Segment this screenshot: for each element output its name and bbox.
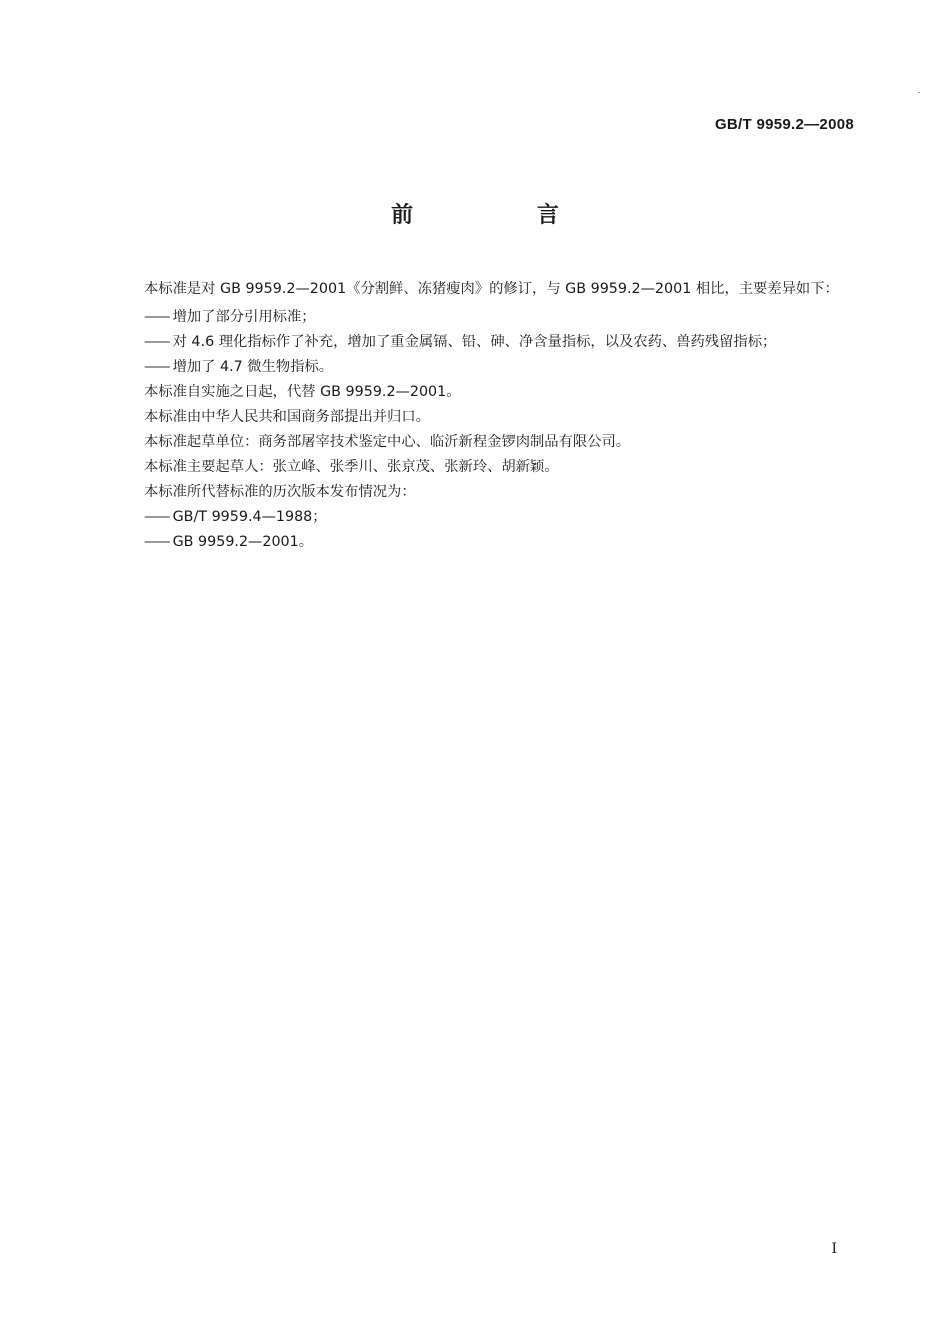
dash-mark: —— <box>144 334 169 350</box>
scan-speck <box>918 92 920 93</box>
change-text: 增加了部分引用标准； <box>172 309 316 325</box>
foreword-body <box>112 277 854 555</box>
dash-mark: —— <box>144 309 169 325</box>
change-item <box>112 355 854 380</box>
change-item <box>112 305 854 330</box>
paragraph-proposer: 本标准由中华人民共和国商务部提出并归口。 <box>144 409 430 425</box>
paragraph-replaces: 本标准自实施之日起，代替 GB 9959.2—2001。 <box>144 384 461 400</box>
page-number: I <box>831 1241 837 1257</box>
page-title: 前 言 <box>391 203 617 228</box>
standard-code: GB/T 9959.2—2008 <box>714 116 854 133</box>
dash-mark: —— <box>144 534 169 550</box>
change-text: 对 4.6 理化指标作了补充，增加了重金属镉、铅、砷、净含量指标，以及农药、兽药残留指标； <box>172 334 777 350</box>
history-item <box>112 505 854 530</box>
change-item <box>112 330 854 355</box>
history-text: GB/T 9959.4—1988； <box>172 509 327 525</box>
paragraph-drafters: 本标准主要起草人：张立峰、张季川、张京茂、张新玲、胡新颖。 <box>144 459 559 475</box>
dash-mark: —— <box>144 359 169 375</box>
paragraph-drafting-units: 本标准起草单位：商务部屠宰技术鉴定中心、临沂新程金锣肉制品有限公司。 <box>144 434 631 450</box>
intro-paragraph: 本标准是对 GB 9959.2—2001《分割鲜、冻猪瘦肉》的修订，与 GB 9959.2—2001 相比，主要差异如下： <box>144 281 839 297</box>
paragraph-history-intro: 本标准所代替标准的历次版本发布情况为： <box>144 484 416 500</box>
change-text: 增加了 4.7 微生物指标。 <box>172 359 334 375</box>
history-item <box>112 530 854 555</box>
dash-mark: —— <box>144 509 169 525</box>
history-text: GB 9959.2—2001。 <box>172 534 314 550</box>
